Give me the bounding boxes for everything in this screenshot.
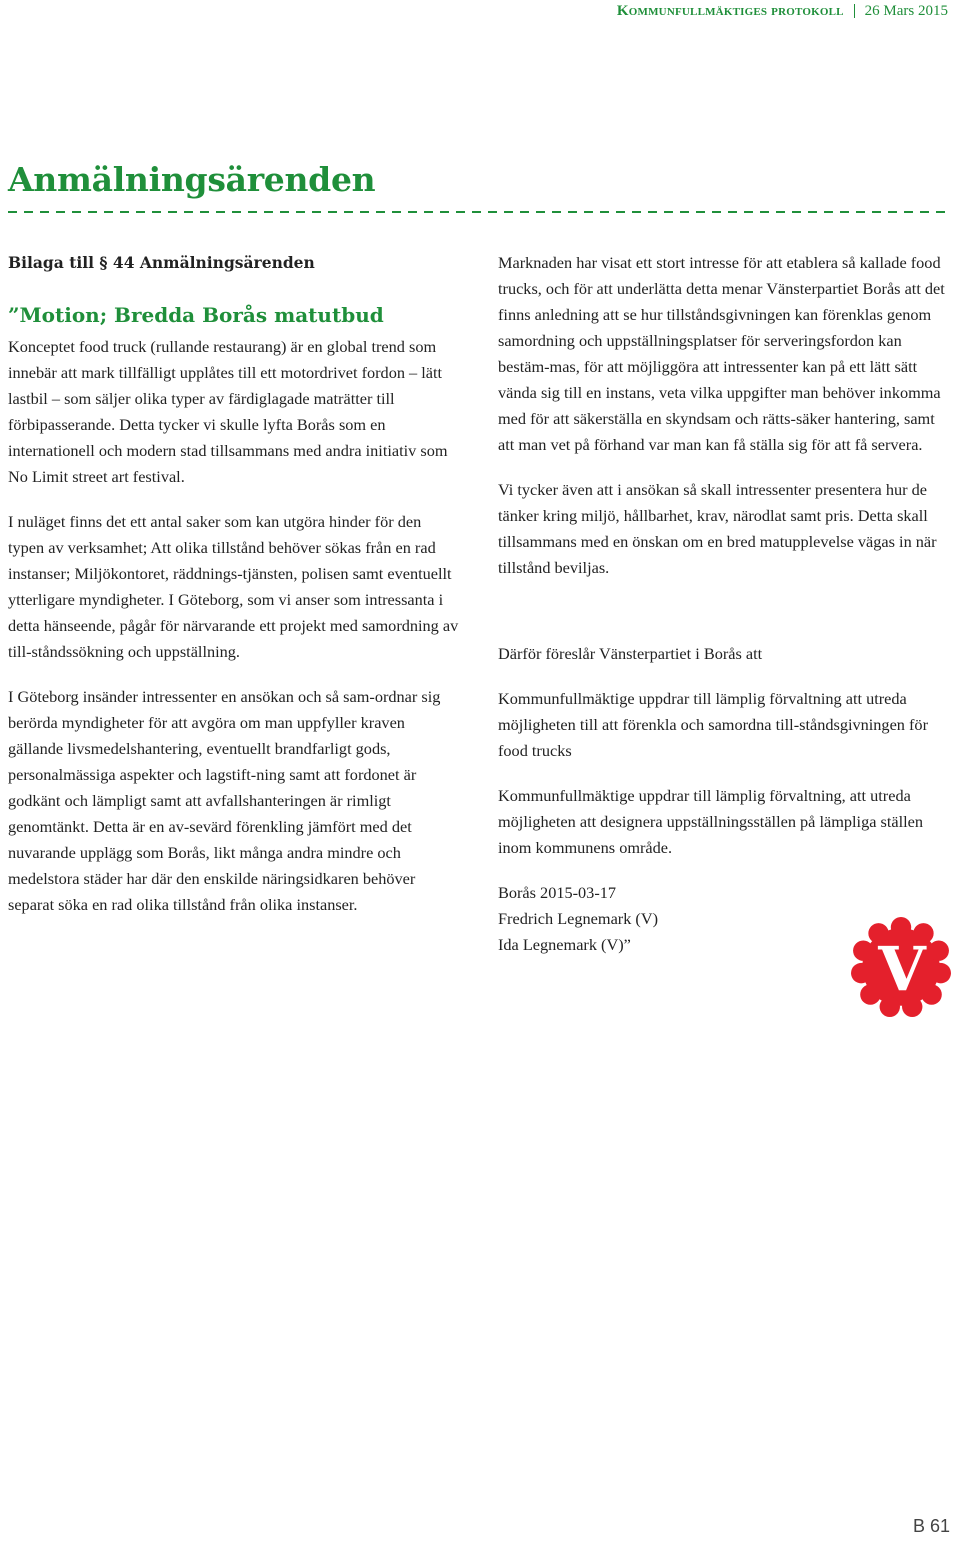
dashed-divider	[8, 211, 952, 213]
proposal-item: Kommunfullmäktige uppdrar till lämplig förvaltning, att utreda möjligheten att designera uppställningsställen på lämpliga ställen inom kommunens område.	[498, 786, 924, 857]
header-date: 26 Mars 2015	[864, 2, 948, 19]
proposal-intro: Därför föreslår Vänsterpartiet i Borås att	[498, 644, 763, 663]
body-paragraph: I Göteborg insänder intressenter en ansökan och så sam-ordnar sig berörda myndigheter för att avgöra om man uppfyller kraven gällande livsmedelshantering, eventuellt brandfarligt gods, personalmässiga aspekter och lagstift-ning samt att fordonet är godkänt och lämpligt samt att avfallshanteringen är rimligt genomtänkt. Detta är en av-sevärd förenkling jämfört med det nuvarande upplägg som Borås, likt många andra mindre och medelstora städer har där den enskilde näringsidkaren behöver separat söka en rad olika tillstånd från olika instanser.	[8, 687, 441, 914]
signature-place-date: Borås 2015-03-17	[498, 883, 617, 902]
header-divider	[854, 4, 855, 18]
left-column	[8, 250, 460, 937]
motion-title: ”Motion; Bredda Borås matutbud	[8, 303, 384, 327]
signature-name: Fredrich Legnemark (V)	[498, 909, 659, 928]
page-number: B 61	[912, 1516, 950, 1536]
page-header	[617, 0, 948, 22]
page-title: Anmälningsärenden	[8, 160, 376, 199]
body-paragraph: Konceptet food truck (rullande restaurang) är en global trend som innebär att mark tillfälligt upplåtes till ett motordrivet fordon – lätt lastbil – som säljer olika typer av färdiglagade maträtter till förbipasserande. Detta tycker vi skulle lyfta Borås som en internationell och modern stad tillsammans med andra initiativ som No Limit street art festival.	[8, 337, 448, 486]
vansterpartiet-rose-logo-icon	[850, 916, 952, 1018]
right-column	[498, 250, 950, 958]
signature-name: Ida Legnemark (V)”	[498, 935, 631, 954]
body-paragraph: Marknaden har visat ett stort intresse för att etablera så kallade food trucks, och för att underlätta detta menar Vänsterpartiet Borås att det finns anledning att se hur tillståndsgivningen kan förenklas genom samordning och uppställningsplatser för serveringsfordon kan bestäm-mas, för att möjliggöra att intressenter kan på ett lätt sätt vända sig till en instans, veta vilka uppgifter man behöver inkomma med för att säkerställa en skyndsam och rätts-säker hantering, samt att man vet på förhand var man kan få ställa sig för att få servera.	[498, 253, 945, 454]
logo-letter: V	[878, 934, 926, 1006]
body-paragraph: I nuläget finns det ett antal saker som kan utgöra hinder för den typen av verksamhet; Att olika tillstånd behöver sökas från en rad instanser; Miljökontoret, räddnings-tjänsten, polisen samt eventuellt ytterligare myndigheter. I Göteborg, som vi anser som intressanta i detta hänseende, pågår för närvarande ett projekt med samordning av till-ståndssökning och uppställning.	[8, 512, 459, 661]
protocol-label: Kommunfullmäktiges protokoll	[616, 2, 844, 19]
attachment-subhead: Bilaga till § 44 Anmälningsärenden	[8, 253, 315, 272]
proposal-item: Kommunfullmäktige uppdrar till lämplig förvaltning att utreda möjligheten till att förenkla och samordna till-ståndsgivningen för food trucks	[498, 689, 928, 760]
body-paragraph: Vi tycker även att i ansökan så skall intressenter presentera hur de tänker kring miljö, hållbarhet, krav, närodlat samt pris. Detta skall tillsammans med en önskan om en bred matupplevelse vägas in när tillstånd beviljas.	[498, 480, 937, 577]
